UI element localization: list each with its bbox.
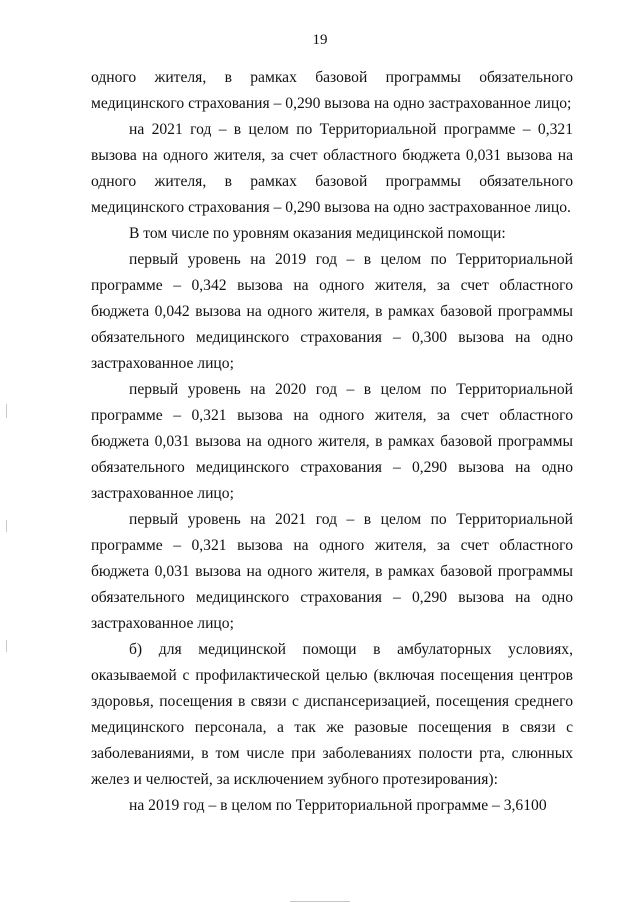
paragraph-1: одного жителя, в рамках базовой программы обязательного медицинского страхования – 0,290 вызова на одно застрахованное лицо; [91,69,573,112]
paragraph-3: В том числе по уровням оказания медицинской помощи: [129,225,506,242]
scan-mark-left-1 [6,404,7,418]
page-number: 19 [312,32,328,48]
paragraph-2: на 2021 год – в целом по Территориальной программе – 0,321 вызова на одного жителя, за счет областного бюджета 0,031 вызова на одного жителя, в рамках базовой программы обязательного медицинского страхования – 0,290 вызова на одно застрахованное лицо. [91,121,573,216]
paragraph-5: первый уровень на 2020 год – в целом по Территориальной программе – 0,321 вызова на одного жителя, за счет областного бюджета 0,031 вызова на одного жителя, в рамках базовой программы обязательного медицинского страхования – 0,290 вызова на одно застрахованное лицо; [91,381,573,502]
paragraph-8: на 2019 год – в целом по Территориальной программе – 3,6100 [129,797,547,814]
scan-mark-bottom [290,901,350,902]
paragraph-6: первый уровень на 2021 год – в целом по Территориальной программе – 0,321 вызова на одного жителя, за счет областного бюджета 0,031 вызова на одного жителя, в рамках базовой программы обязательного медицинского страхования – 0,290 вызова на одно застрахованное лицо; [91,511,573,632]
scan-mark-left-3 [6,640,7,652]
paragraph-7: б) для медицинской помощи в амбулаторных условиях, оказываемой с профилактической целью (включая посещения центров здоровья, посещения в связи с диспансеризацией, посещения среднего медицинского персонала, а так же разовые посещения в связи с заболеваниями, в том числе при заболеваниях полости рта, слюнных желез и челюстей, за исключением зубного протезирования): [91,641,573,788]
document-body [91,65,573,819]
paragraph-4: первый уровень на 2019 год – в целом по Территориальной программе – 0,342 вызова на одного жителя, за счет областного бюджета 0,042 вызова на одного жителя, в рамках базовой программы обязательного медицинского страхования – 0,300 вызова на одно застрахованное лицо; [91,251,573,372]
scan-mark-left-2 [6,520,7,532]
